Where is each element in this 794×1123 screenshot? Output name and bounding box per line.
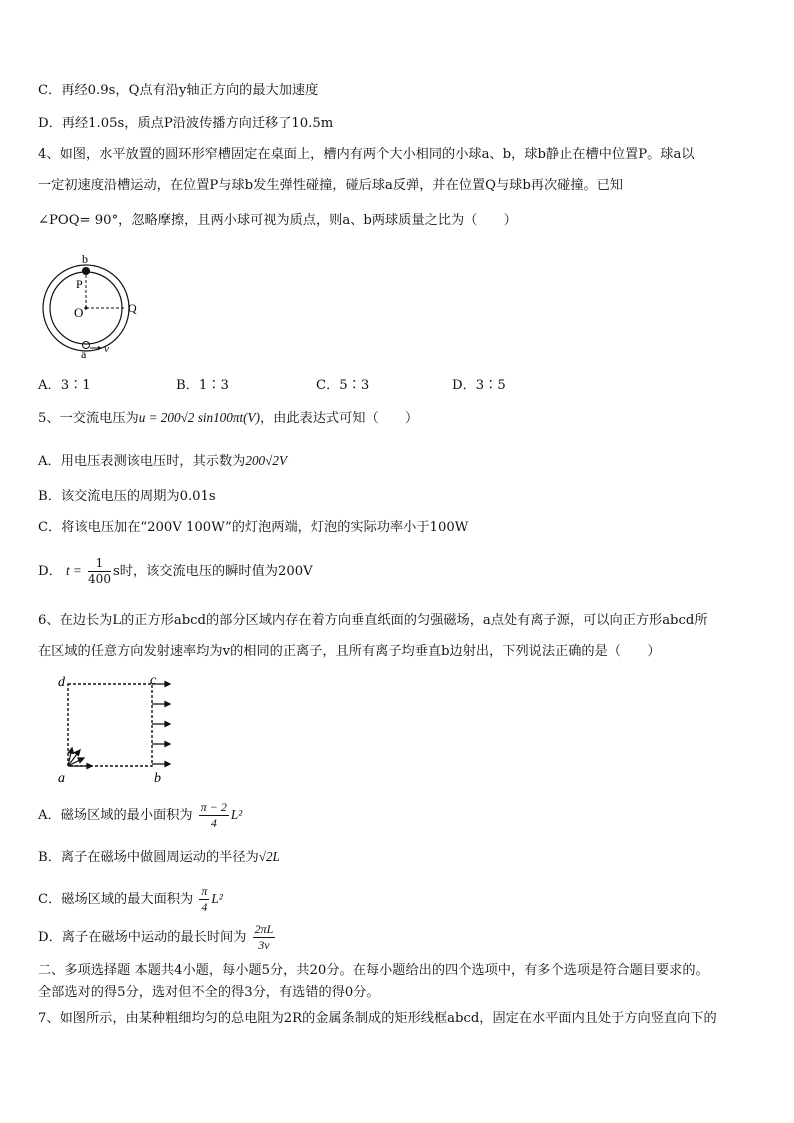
- q5-formula: u = 200√2 sin100πt(V): [138, 410, 260, 425]
- q6-option-b-text: B．离子在磁场中做圆周运动的半径为: [38, 850, 259, 865]
- fraction-numerator: π: [201, 884, 208, 898]
- label-P: P: [76, 277, 83, 291]
- q6-option-a-tail: L²: [230, 807, 243, 822]
- q6-option-a-text: A．磁场区域的最小面积为: [38, 808, 193, 823]
- label-v: v: [104, 343, 109, 355]
- section2-header-line1: 二、多项选择题 本题共4小题，每小题5分，共20分。在每小题给出的四个选项中，有多个选项是符合题目要求的。: [38, 963, 709, 978]
- label-O: O: [74, 305, 84, 320]
- q5-stem: [38, 409, 418, 428]
- q4-ring-figure: [38, 252, 148, 362]
- q6-option-c: [38, 884, 223, 915]
- fraction-numerator: π − 2: [200, 800, 227, 814]
- q3-option-c: C．再经0.9s，Q点有沿y轴正方向的最大加速度: [38, 83, 319, 98]
- fraction-numerator: 2πL: [254, 922, 274, 936]
- q5-option-c: C．将该电压加在“200V 100W”的灯泡两端，灯泡的实际功率小于100W: [38, 520, 469, 535]
- q5-option-d: [38, 556, 313, 587]
- q5-option-a: [38, 452, 287, 471]
- fraction-denominator: 400: [88, 572, 111, 586]
- fraction-denominator: 4: [210, 816, 217, 830]
- q6-stem-line2: 在区域的任意方向发射速率均为v的相同的正离子，且所有离子均垂直b边射出，下列说法正确的是（ ）: [38, 644, 661, 659]
- q5-option-a-text: A．用电压表测该电压时，其示数为: [38, 454, 246, 469]
- q4-stem-line2: 一定初速度沿槽运动，在位置P与球b发生弹性碰撞，碰后球a反弹，并在位置Q与球b再次碰撞。已知: [38, 178, 624, 193]
- q4-stem-line1: 4、如图，水平放置的圆环形窄槽固定在桌面上，槽内有两个大小相同的小球a、b，球b静止在槽中位置P。球a以: [38, 147, 695, 162]
- q5-option-d-fraction: [88, 556, 111, 587]
- q6-option-c-fraction: [199, 884, 209, 915]
- label-b: b: [154, 771, 161, 786]
- label-a: a: [58, 771, 65, 786]
- fraction-numerator: 1: [88, 556, 111, 572]
- q6-option-d-text: D．离子在磁场中运动的最长时间为: [38, 930, 247, 945]
- q6-stem-line1: 6、在边长为L的正方形abcd的部分区域内存在着方向垂直纸面的匀强磁场，a点处有离子源，可以向正方形abcd所: [38, 613, 708, 628]
- label-d: d: [58, 675, 65, 690]
- q5-option-d-text: s时，该交流电压的瞬时值为200V: [112, 564, 313, 579]
- label-b: b: [82, 252, 88, 266]
- label-Q: Q: [128, 301, 137, 315]
- q6-option-b: [38, 848, 280, 867]
- q5-option-a-value: 200√2V: [245, 453, 288, 468]
- center-O: [84, 306, 87, 309]
- section2-header-line2: 全部选对的得5分，选对但不全的得3分，有选错的得0分。: [38, 985, 380, 1000]
- fraction-denominator: 4: [201, 900, 208, 914]
- q6-option-c-text: C．磁场区域的最大面积为: [38, 892, 194, 907]
- q4-stem-line3: ∠POQ= 90°，忽略摩擦，且两小球可视为质点，则a、b两球质量之比为（ ）: [38, 213, 517, 228]
- q5-option-d-t: t =: [65, 563, 82, 578]
- q5-stem-prefix: 5、一交流电压为: [38, 411, 139, 426]
- q6-option-d: [38, 922, 277, 953]
- source-arrows: [68, 748, 84, 766]
- q6-option-c-tail: L²: [211, 891, 223, 906]
- q3-option-d: D．再经1.05s，质点P沿波传播方向迁移了10.5m: [38, 116, 334, 131]
- q6-option-a: [38, 800, 242, 831]
- q6-option-d-fraction: [253, 922, 276, 953]
- q6-square-figure: [52, 670, 182, 786]
- label-c: c: [150, 673, 157, 688]
- fraction-denominator: 3v: [258, 938, 270, 952]
- q5-option-b: B．该交流电压的周期为0.01s: [38, 489, 216, 504]
- q4-option-b: B．1∶3: [176, 378, 229, 393]
- q6-option-b-value: √2L: [258, 849, 280, 864]
- q6-option-a-fraction: [199, 800, 229, 831]
- ball-b: [82, 267, 90, 275]
- q4-option-d: D．3∶5: [452, 378, 506, 393]
- q4-option-a: A．3∶1: [38, 378, 91, 393]
- label-a: a: [81, 347, 87, 361]
- q5-option-d-label: D．: [38, 564, 62, 579]
- q7-stem-line1: 7、如图所示，由某种粗细均匀的总电阻为2R的金属条制成的矩形线框abcd，固定在水平面内且处于方向竖直向下的: [38, 1011, 717, 1026]
- q5-stem-suffix: ，由此表达式可知（ ）: [259, 411, 419, 426]
- exit-arrows: [68, 682, 170, 769]
- q4-option-c: C．5∶3: [316, 378, 370, 393]
